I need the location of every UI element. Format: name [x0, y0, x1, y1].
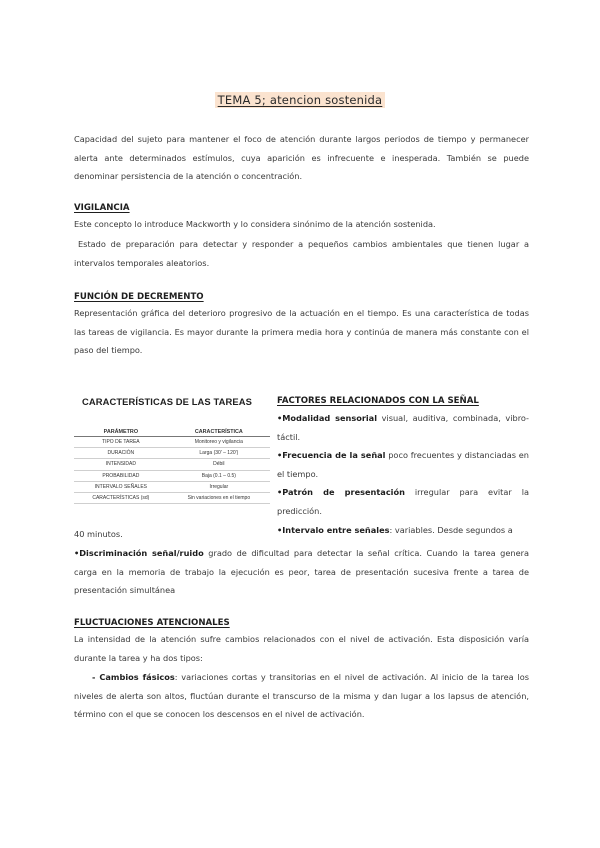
decremento-heading: FUNCIÓN DE DECREMENTO	[74, 292, 204, 302]
table-row	[74, 448, 270, 459]
factores-continuation: 40 minutos.	[74, 529, 123, 539]
table-row	[74, 492, 270, 503]
discriminacion-text: grado de dificultad para detectar la señal crítica. Cuando la tarea genera carga en la memoria de trabajo la ejecución es peor, tarea de presentación sucesiva frente a tarea de presentación simultánea	[74, 548, 529, 596]
factor-item	[277, 483, 529, 520]
vigilancia-paragraph-1: Este concepto lo introduce Mackworth y lo considera sinónimo de la atención sostenida.	[74, 219, 436, 229]
factor-text: irregular para evitar la predicción.	[277, 487, 529, 516]
table-cell: INTENSIDAD	[74, 459, 168, 470]
factor-label: •Frecuencia de la señal	[277, 450, 386, 461]
table-cell: Sin variaciones en el tiempo	[168, 492, 270, 503]
factor-label: •Intervalo entre señales	[277, 524, 390, 535]
cambios-fasicos-text: : variaciones cortas y transitorias en el nivel de activación. Al inicio de la tarea los niveles de alerta son altos, fluctúan durante el transcurso de la misma y dan lugar a los lapsus de atención, término con el que se conocen los descensos en el nivel de activación.	[74, 672, 530, 720]
table-cell: DURACIÓN	[74, 448, 168, 459]
factores-heading: FACTORES RELACIONADOS CON LA SEÑAL	[277, 396, 479, 406]
discriminacion-paragraph	[74, 544, 529, 600]
table-row	[74, 459, 270, 470]
intro-paragraph: Capacidad del sujeto para mantener el foco de atención durante largos periodos de tiempo y permanecer alerta ante determinados estímulos, cuya aparición es infrecuente e inesperada. También se puede denominar persistencia de la atención o concentración.	[74, 134, 529, 182]
table-cell: TIPO DE TAREA	[74, 437, 168, 448]
table-cell: Monitoreo y vigilancia	[168, 437, 270, 448]
characteristics-table	[74, 428, 270, 504]
table-row	[74, 437, 270, 448]
table-cell: Irregular	[168, 481, 270, 492]
table-row	[74, 470, 270, 481]
factor-text: : variables. Desde segundos a	[389, 524, 513, 535]
discriminacion-label: •Discriminación señal/ruido	[74, 548, 204, 558]
factor-text: poco frecuentes y distanciadas en el tiempo.	[277, 450, 530, 479]
vigilancia-paragraph-2: Estado de preparación para detectar y responder a pequeños cambios ambientales que tienen lugar a intervalos temporales aleatorios.	[74, 239, 529, 268]
cambios-fasicos-paragraph	[74, 668, 529, 724]
table-header-cell: PARÁMETRO	[74, 428, 168, 437]
factor-item	[277, 446, 529, 483]
table-header-row	[74, 428, 270, 437]
factor-label: •Modalidad sensorial	[277, 413, 378, 423]
table-cell: PROBABILIDAD	[74, 470, 168, 481]
table-cell: CARACTERÍSTICAS (sd)	[74, 492, 168, 503]
table-title: CARACTERÍSTICAS DE LAS TAREAS	[82, 396, 252, 407]
factor-item	[277, 409, 529, 446]
fluctuaciones-heading: FLUCTUACIONES ATENCIONALES	[74, 618, 230, 628]
table-header-cell: CARACTERÍSTICA	[168, 428, 270, 437]
factores-column	[277, 393, 529, 539]
vigilancia-heading: VIGILANCIA	[74, 203, 130, 213]
decremento-paragraph: Representación gráfica del deterioro progresivo de la actuación en el tiempo. Es una característica de todas las tareas de vigilancia. Es mayor durante la primera media hora y continúa de manera más constante con el paso del tiempo.	[74, 308, 529, 356]
fluctuaciones-paragraph: La intensidad de la atención sufre cambios relacionados con el nivel de activación. Esta disposición varía durante la tarea y ha dos tipos:	[74, 634, 529, 663]
factor-label: •Patrón de presentación	[277, 487, 405, 498]
table-row	[74, 481, 270, 492]
table-cell: Débil	[168, 459, 270, 470]
page-title-text: TEMA 5; atencion sostenida	[215, 92, 386, 108]
factor-text: visual, auditiva, combinada, vibro-táctil.	[277, 413, 530, 442]
table-cell: Larga (30' – 120')	[168, 448, 270, 459]
page-title	[0, 93, 600, 107]
table-cell: INTERVALO SEÑALES	[74, 481, 168, 492]
cambios-fasicos-label: - Cambios fásicos	[92, 672, 175, 682]
table-cell: Baja (0.1 – 0.5)	[168, 470, 270, 481]
